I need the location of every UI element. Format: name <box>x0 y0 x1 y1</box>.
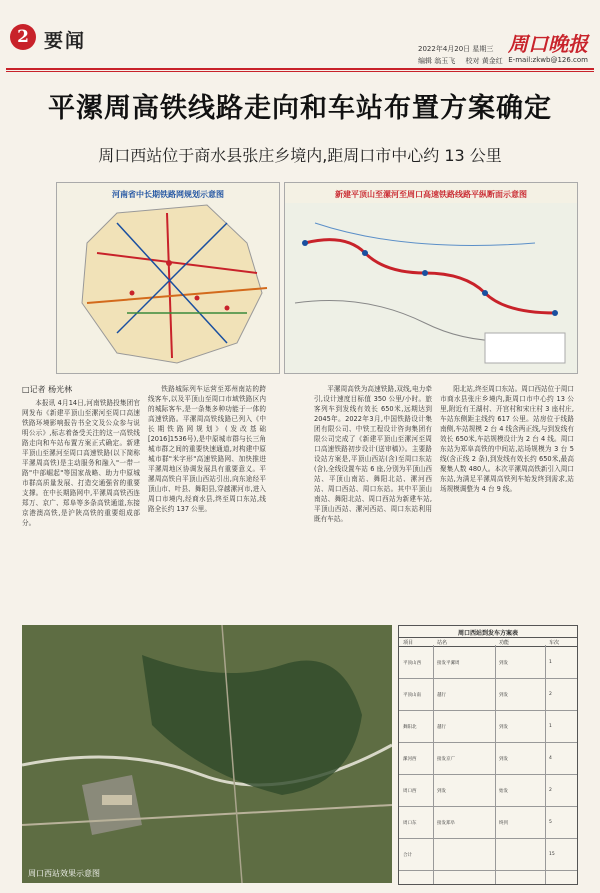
table-header-cell: 项目 <box>403 640 414 646</box>
table-cell: 终到 <box>499 821 508 826</box>
station-table <box>398 625 578 885</box>
table-row-line <box>399 710 577 711</box>
table-header-cell: 车次 <box>549 640 560 646</box>
credits <box>418 56 511 66</box>
table-cell: 到发 <box>499 661 508 666</box>
table-cell: 始发 <box>499 789 508 794</box>
article-column <box>22 398 140 620</box>
table-cell: 5 <box>549 820 552 825</box>
table-cell: 到发 <box>437 789 446 794</box>
table-cell: 15 <box>549 852 555 857</box>
photo-caption: 周口西站效果示意图 <box>28 869 100 878</box>
table-cell: 越行 <box>437 725 446 730</box>
table-cell: 周口东 <box>403 821 417 826</box>
table-cell: 接发郑阜 <box>437 821 455 826</box>
article-column <box>148 384 266 620</box>
table-title: 周口西站到发车方案表 <box>457 630 518 637</box>
table-cell: 2 <box>549 692 552 697</box>
table-row-line <box>399 742 577 743</box>
paragraph: 铁路城际列车运营至郑州南站的跨线客车,以及平顶山至周口市域铁路区内的城际客车,是一条集多种功能于一体的高速铁路。平漯周高铁线路已列入《中长期铁路网规划》(发改基础[2016]1536号),是中原城市群与长三角城市群之间的重要快速通道,对构建中原城市群"米字形"高速铁路网、加快推进平漯周地区协调发展具有重要意义。平漯周高铁自平顶山西站引出,向东途经平顶山市、叶县、舞阳县,穿越漯河市,进入周口市境内,经商水县,终至周口东站,线路全长约 137 公里。 <box>148 385 266 513</box>
station-rendering-photo <box>22 625 392 883</box>
table-header-cell: 站名 <box>437 640 448 646</box>
table-cell: 合计 <box>403 853 412 858</box>
map-drawing <box>57 183 279 373</box>
paper-logo: 周口晚报 <box>508 32 588 56</box>
table-cell: 平顶山南 <box>403 693 421 698</box>
paragraph: 阳北站,终至周口东站。周口西站位于周口市商水县张庄乡境内,距周口市中心约 13 公里,附近有王湖村、开宫村和宋庄村 3 座村庄,车站东侧距主线约 617 公里。站房位于线路南侧,车站规模 2 台 4 线含两正线,与到发线有效长 650米,车站规模设计为 2 台 4 线。周口东站为郑阜高铁的中间站,站场规模为 3 台 5 线(含正线 2 条),到发线有效长约 650米,最高聚集人数 480人。本次平漯周高铁新引入周口东站,为满足平漯周高铁列车始发终到需求,站场规模调整为 4 台 9 线。 <box>440 385 574 493</box>
table-cell: 越行 <box>437 693 446 698</box>
proofreader: 校对 黄金红 <box>465 57 503 65</box>
table-row-line <box>399 838 577 839</box>
table-cell: 到发 <box>499 757 508 762</box>
route-profile-map <box>284 182 578 374</box>
table-cell: 接发京广 <box>437 757 455 762</box>
table-cell: 到发 <box>499 725 508 730</box>
map-title: 河南省中长期铁路网规划示意图 <box>112 190 224 199</box>
table-gridline <box>545 645 546 884</box>
map-title: 新建平顶山至漯河至周口高速铁路线路平纵断面示意图 <box>335 190 527 199</box>
article-column <box>314 384 432 620</box>
table-cell: 接发平漯周 <box>437 661 460 666</box>
subheadline: 周口西站位于商水县张庄乡境内,距周口市中心约 13 公里 <box>98 146 502 165</box>
table-row-line <box>399 870 577 871</box>
table-cell: 到发 <box>499 693 508 698</box>
railway-network-map <box>56 182 280 374</box>
byline: □记者 杨光林 <box>22 385 73 394</box>
headline: 平漯周高铁线路走向和车站布置方案确定 <box>48 93 552 124</box>
table-cell: 1 <box>549 660 552 665</box>
table-cell: 2 <box>549 788 552 793</box>
table-row-line <box>399 774 577 775</box>
table-cell: 漯河西 <box>403 757 417 762</box>
section-title: 要闻 <box>44 30 87 52</box>
article-column <box>440 384 574 620</box>
table-cell: 舞阳北 <box>403 725 417 730</box>
map-drawing <box>285 183 577 373</box>
divider <box>6 68 594 70</box>
table-gridline <box>433 645 434 884</box>
divider <box>6 71 594 72</box>
table-cell: 周口西 <box>403 789 417 794</box>
photo-drawing <box>22 625 392 883</box>
table-header-cell: 功能 <box>499 640 510 646</box>
table-cell: 平顶山西 <box>403 661 421 666</box>
table-gridline <box>495 645 496 884</box>
table-cell: 1 <box>549 724 552 729</box>
table-header <box>399 637 577 647</box>
table-cell: 4 <box>549 756 552 761</box>
table-row-line <box>399 806 577 807</box>
table-row-line <box>399 678 577 679</box>
masthead <box>8 22 594 66</box>
page-number: 2 <box>10 24 36 50</box>
paragraph: 平漯周高铁为高速铁路,双线,电力牵引,设计速度目标值 350 公里/小时。旅客列车到发线有效长 650米,远期达到 2045年。2022年3月,中国铁路设计集团有限公司、中铁工程设计咨询集团有限公司完成了《新建平顶山至漯河至周口高速铁路初步设计(送审稿)》。主要路设站方案是,平顶山西站(含)至周口东站(含),全线设置车站 6 座,分别为平顶山西站、平顶山南站、舞阳北站、漯河西站、周口西站、周口东站。其中平顶山南站、舞阳北站、周口西站为新建车站,平顶山西站、漯河西站、周口东站利用既有车站。 <box>314 385 432 523</box>
email: E-mail:zkwb@126.com <box>508 56 588 64</box>
paragraph: 本报讯 4月14日,河南铁路投集团官网发布《新建平顶山至漯河至周口高速铁路环境影响报告书全文及公众参与说明公示》,标志着备受关注的这一高铁线路走向和车站布置方案正式确定。新建平顶山至漯河至周口高速铁路(以下简称平漯周高铁)是主动服务和融入"一带一路"中部崛起"等国家战略、助力中原城市群高质量发展、打造交通强省的重要支撑。在中长期路网中,平漯周高铁西连郑万、京广、郑阜等多条高铁通道,东接京港澳高铁,是沪陕高铁的重要组成部分。 <box>22 399 140 527</box>
issue-date: 2022年4月20日 星期三 <box>418 45 494 53</box>
editor: 编辑 翁玉飞 <box>418 57 456 65</box>
